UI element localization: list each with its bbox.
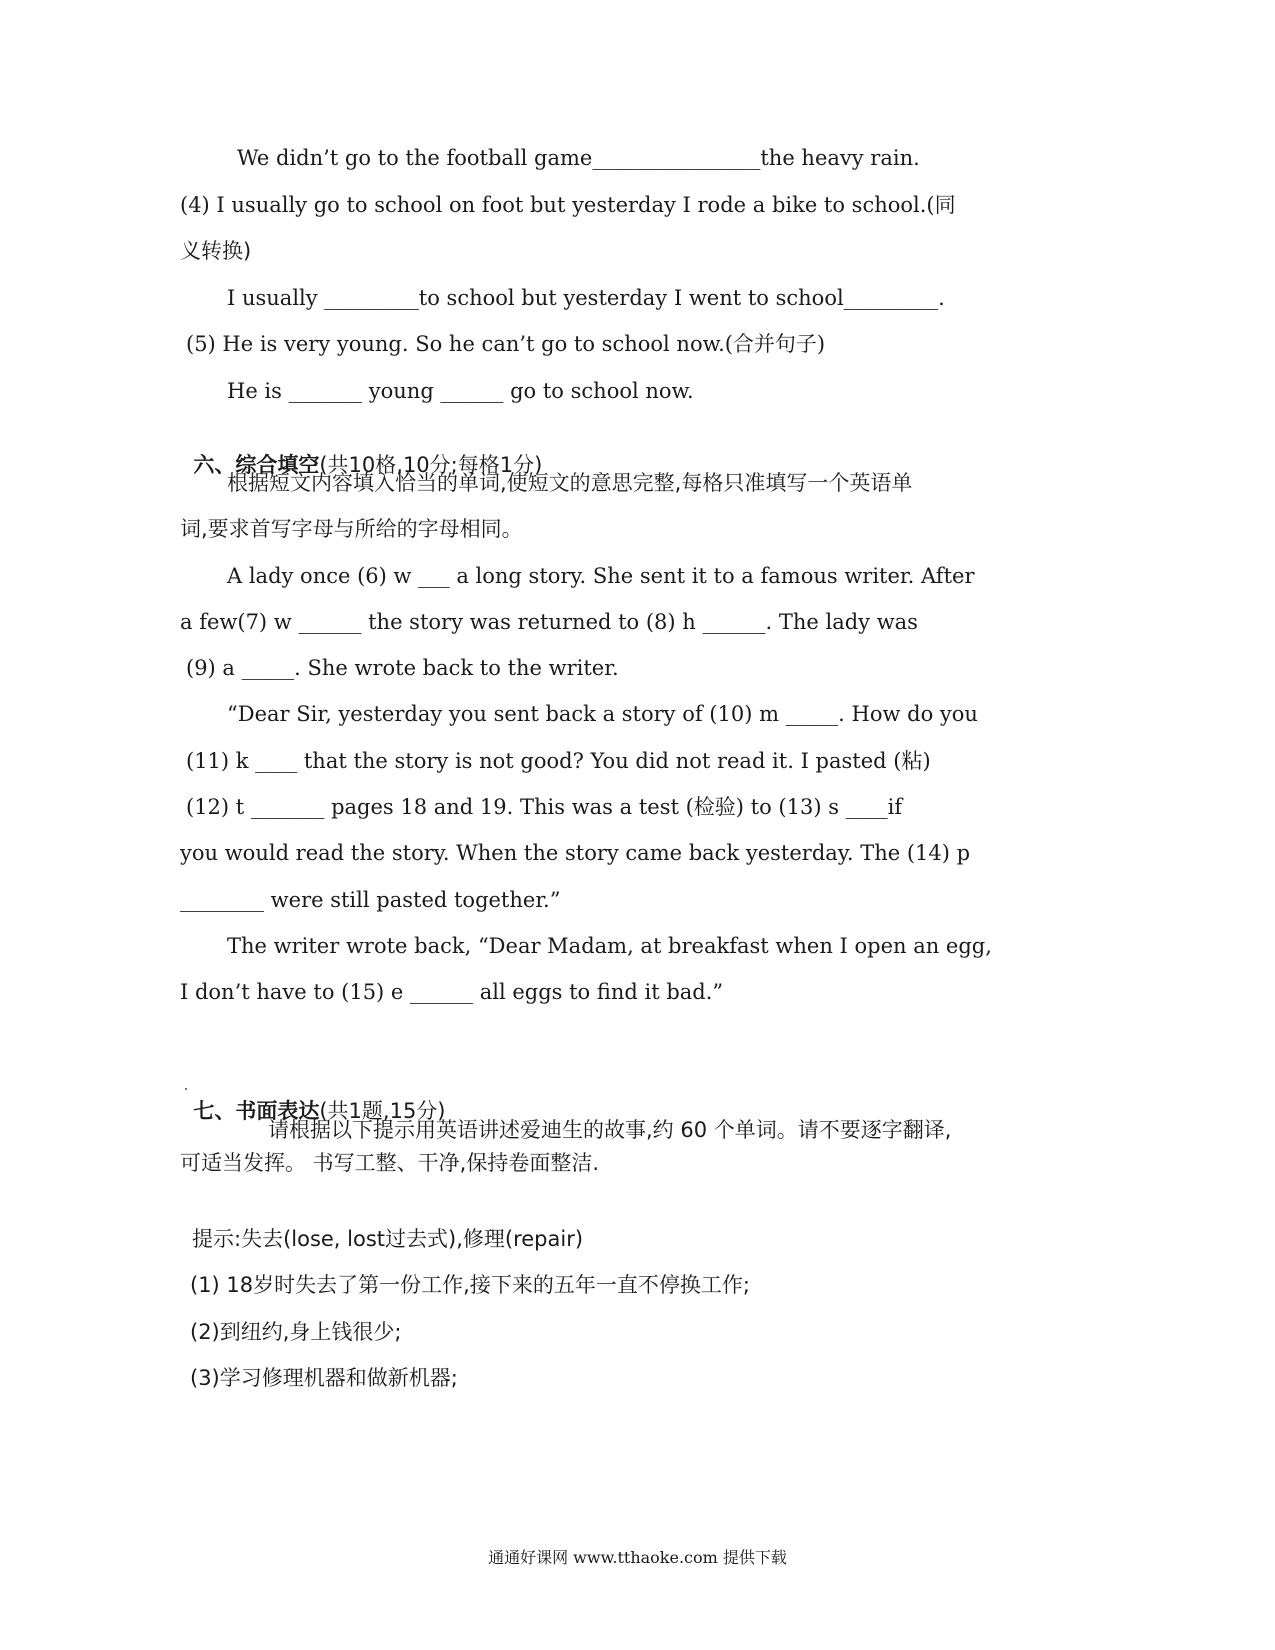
section6-heading-label: 六、综合填空 <box>193 453 320 477</box>
q4-answer-line: I usually _________to school but yesterday I went to school_________. <box>227 286 945 310</box>
section7-point: (2)到纽约,身上钱很少; <box>190 1320 402 1344</box>
passage-line: ________ were still pasted together.” <box>180 888 561 912</box>
section7-heading-label: 七、书面表达 <box>193 1099 320 1123</box>
q4-question-line2: 义转换) <box>180 239 252 263</box>
section7-heading-note: (共1题,15分) <box>319 1099 446 1123</box>
section6-heading-note: (共10格,10分;每格1分) <box>319 453 543 477</box>
section7-hint: 提示:失去(lose, lost过去式),修理(repair) <box>192 1227 584 1251</box>
q5-answer-line: He is _______ young ______ go to school now. <box>227 379 694 403</box>
passage-line: The writer wrote back, “Dear Madam, at breakfast when I open an egg, <box>227 934 992 958</box>
passage-line: “Dear Sir, yesterday you sent back a story of (10) m _____. How do you <box>227 702 978 726</box>
page-footer: 通通好课网 www.tthaoke.com 提供下载 <box>488 1548 787 1567</box>
q5-question-line: (5) He is very young. So he can’t go to school now.(合并句子) <box>186 332 826 356</box>
section7-instruction-line1: 请根据以下提示用英语讲述爱迪生的故事,约 60 个单词。请不要逐字翻译, <box>268 1118 952 1142</box>
passage-line: (11) k ____ that the story is not good? You did not read it. I pasted (粘) <box>186 749 931 773</box>
section7-point: (3)学习修理机器和做新机器; <box>190 1366 458 1390</box>
passage-line: A lady once (6) w ___ a long story. She sent it to a famous writer. After <box>227 564 975 588</box>
passage-line: (9) a _____. She wrote back to the writer. <box>186 656 619 680</box>
q3-answer-line: We didn’t go to the football game________________the heavy rain. <box>237 146 920 170</box>
section6-instruction-line2: 词,要求首写字母与所给的字母相同。 <box>180 517 523 541</box>
q4-question-line1: (4) I usually go to school on foot but yesterday I rode a bike to school.(同 <box>180 193 956 217</box>
passage-line: a few(7) w ______ the story was returned to (8) h ______. The lady was <box>180 610 918 634</box>
section6-instruction-line1: 根据短文内容填入恰当的单词,使短文的意思完整,每格只准填写一个英语单 <box>227 471 913 495</box>
passage-line: (12) t _______ pages 18 and 19. This was a test (检验) to (13) s ____if <box>186 795 903 819</box>
passage-line: you would read the story. When the story came back yesterday. The (14) p <box>180 841 971 865</box>
section7-instruction-line2: 可适当发挥。 书写工整、干净,保持卷面整洁. <box>180 1151 600 1175</box>
section7-point: (1) 18岁时失去了第一份工作,接下来的五年一直不停换工作; <box>190 1273 750 1297</box>
passage-line: I don’t have to (15) e ______ all eggs to find it bad.” <box>180 980 724 1004</box>
